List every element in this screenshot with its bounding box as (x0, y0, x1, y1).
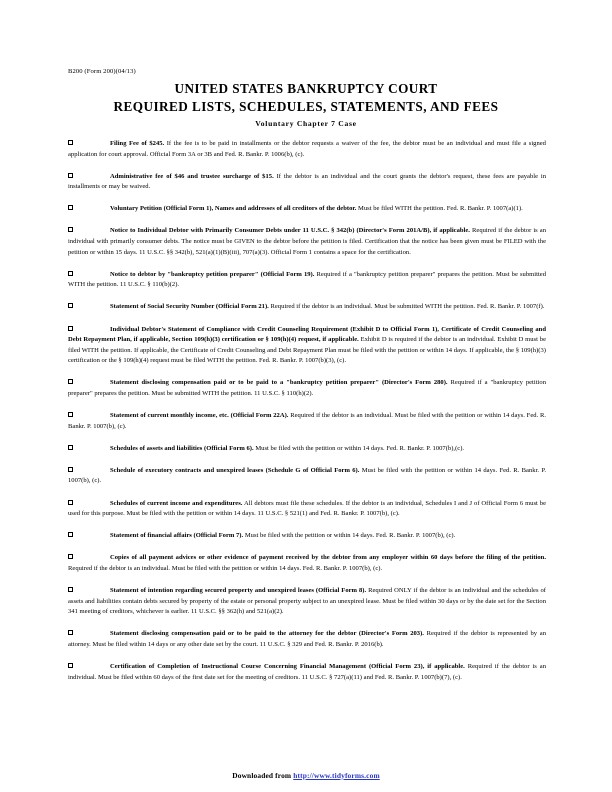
requirement-title: Administrative fee of $46 and trustee surcharge of $15. (110, 172, 274, 180)
requirement-item (68, 270, 546, 291)
requirement-title: Notice to debtor by "bankruptcy petition preparer" (Official Form 19). (110, 270, 315, 278)
checkbox-icon[interactable] (68, 227, 73, 232)
page-title-line-2: REQUIRED LISTS, SCHEDULES, STATEMENTS, AND FEES (113, 99, 499, 114)
requirement-title: Individual Debtor's Statement of Compliance with Credit Counseling Requirement (Exhibit D to Official Form 1), Certificate of Credit Counseling and Debt Repayment Plan, if applicable, Section 109(h)(3) certification or § 109(h)(4) request, if applicable. (68, 325, 546, 344)
requirement-item (68, 172, 546, 193)
checkbox-icon[interactable] (68, 173, 73, 178)
checkbox-icon[interactable] (68, 587, 73, 592)
footer-source-link[interactable]: http://www.tidyforms.com (293, 771, 380, 780)
requirement-item (68, 466, 546, 487)
checkbox-icon[interactable] (68, 500, 73, 505)
checkbox-icon[interactable] (68, 412, 73, 417)
requirement-description: Required if the debtor is an individual. Must be filed with the petition or within 14 days. Fed. R. Bankr. P. 1007(b), (c). (68, 412, 546, 430)
requirement-title: Schedules of current income and expenditures. (110, 499, 243, 507)
requirement-title: Statement of current monthly income, etc. (Official Form 22A). (110, 412, 289, 420)
requirement-title: Schedules of assets and liabilities (Official Form 6). (110, 444, 254, 452)
requirement-title: Schedule of executory contracts and unexpired leases (Schedule G of Official Form 6). (110, 466, 360, 474)
requirement-description: Exhibit D is required if the debtor is an individual. Exhibit D must be filed WITH the petition. If applicable, the Certificate of Credit Counseling and Debt Repayment Plan must be filed with the petition or within 14 days. If applicable, the § 109(h)(3) certification or the § 109(h)(4) request must be filed WITH the petition. Fed. R. Bankr. P. 1007(b)(3), (c). (68, 336, 546, 365)
requirement-title: Notice to Individual Debtor with Primarily Consumer Debts under 11 U.S.C. § 342(b) (Director's Form 201A/B), if applicable. (110, 227, 470, 235)
requirements-list (68, 139, 546, 695)
requirement-item (68, 662, 546, 683)
requirement-item (68, 444, 546, 455)
requirement-item (68, 204, 546, 215)
checkbox-icon[interactable] (68, 663, 73, 668)
requirement-title: Filing Fee of $245. (110, 140, 165, 147)
requirement-description: Required if a "bankruptcy petition preparer" prepares the petition. Must be submitted WITH the petition. 11 U.S.C. § 110(b)(2). (68, 270, 546, 289)
checkbox-icon[interactable] (68, 303, 73, 308)
page-footer (0, 771, 612, 780)
requirement-item (68, 139, 546, 160)
requirement-title: Statement of financial affairs (Official Form 7). (110, 532, 244, 540)
requirement-description: Must be filed with the petition or within 14 days. Fed. R. Bankr. P. 1007(b),(c). (255, 444, 465, 452)
requirement-item (68, 226, 546, 258)
document-subtitle: Voluntary Chapter 7 Case (255, 119, 357, 128)
requirement-item (68, 378, 546, 399)
requirement-description: Must be filed with the petition or within 14 days. Fed. R. Bankr. P. 1007(b), (c). (68, 466, 546, 485)
checkbox-icon[interactable] (68, 630, 73, 635)
footer-prefix-label: Downloaded from (232, 771, 294, 780)
checkbox-icon[interactable] (68, 326, 73, 331)
requirement-description: Required if the debtor is an individual with primarily consumer debts. The notice must be GIVEN to the debtor before the petition is filed. Certification that the notice has been given must be FILED with the petition or within 15 days. 11 U.S.C. §§ 342(b), 521(a)(1)(B)(iii), 707(a)(3). Official Form 1 contains a space for the certification. (68, 227, 546, 256)
requirement-item (68, 553, 546, 574)
requirement-title: Statement of intention regarding secured property and unexpired leases (Official Form 8). (110, 587, 367, 595)
requirement-description: Must be filed WITH the petition. Fed. R. Bankr. P. 1007(a)(1). (358, 205, 523, 213)
requirement-title: Statement of Social Security Number (Official Form 21). (110, 303, 269, 311)
requirement-description: Required if the debtor is an individual. Must be filed within 60 days of the first date set for the meeting of creditors. 11 U.S.C. § 727(a)(11) and Fed. R. Bankr. P. 1007(b)(7), (c). (68, 663, 546, 681)
requirement-title: Certification of Completion of Instructional Course Concerning Financial Management (Official Form 23), if applicable. (110, 663, 465, 670)
requirement-description: Required if the debtor is represented by an attorney. Must be filed within 14 days or any other date set by the court. 11 U.S.C. § 329 and Fed. R. Bankr. P. 2016(b). (68, 630, 546, 648)
requirement-item (68, 499, 546, 520)
document-title-group (0, 80, 612, 116)
requirement-item (68, 411, 546, 432)
requirement-item (68, 531, 546, 542)
checkbox-icon[interactable] (68, 467, 73, 472)
requirement-item (68, 586, 546, 618)
requirement-title: Statement disclosing compensation paid or to be paid to the attorney for the debtor (Director's Form 203). (110, 630, 424, 638)
requirement-title: Voluntary Petition (Official Form 1), Names and addresses of all creditors of the debtor. (110, 205, 357, 213)
checkbox-icon[interactable] (68, 205, 73, 210)
checkbox-icon[interactable] (68, 554, 73, 559)
form-identifier: B200 (Form 200)(04/13) (68, 68, 136, 75)
requirement-description: Required if the debtor is an individual. Must be submitted WITH the petition. Fed. R. Bankr. P. 1007(f). (270, 303, 545, 311)
page-title-line-1: UNITED STATES BANKRUPTCY COURT (174, 81, 438, 96)
requirement-description: All debtors must file these schedules. If the debtor is an individual, Schedules I and J of Official Form 6 must be used for this purpose. Must be filed with the petition or within 14 days. 11 U.S.C. § 521(1) and Fed. R. Bankr. P. 1007(b), (c). (68, 499, 547, 518)
requirement-description: Required if a "bankruptcy petition preparer" prepares the petition. Must be submitted WITH the petition. 11 U.S.C. § 110(h)(2). (68, 379, 546, 397)
requirement-description: Required if the debtor is an individual. Must be filed with the petition or within 14 days. Fed. R. Bankr. P. 1007(b), (c). (68, 564, 383, 572)
requirement-description: Must be filed with the petition or within 14 days. Fed. R. Bankr. P. 1007(b), (c). (244, 532, 456, 540)
requirement-title: Statement disclosing compensation paid or to be paid to a "bankruptcy petition preparer" (Director's Form 280). (110, 379, 448, 387)
requirement-title: Copies of all payment advices or other evidence of payment received by the debtor from any employer within 60 days before the filing of the petition. (110, 554, 546, 562)
requirement-description: If the fee is to be paid in installments or the debtor requests a waiver of the fee, the debtor must be an individual and must file a signed application for court approval. Official Form 3A or 3B and Fed. R. Bankr. P. 1006(b), (c). (68, 140, 546, 158)
requirement-item (68, 302, 546, 313)
checkbox-icon[interactable] (68, 445, 73, 450)
checkbox-icon[interactable] (68, 140, 73, 145)
checkbox-icon[interactable] (68, 532, 73, 537)
requirement-description: Required ONLY if the debtor is an individual and the schedules of assets and liabilities contain debts secured by property of the estate or personal property subject to an unexpired lease. Must be filed within 30 days or by the date set for the Section 341 meeting of creditors, whichever is earlier. 11 U.S.C. §§ 362(h) and 521(a)(2). (68, 587, 546, 616)
requirement-item (68, 629, 546, 650)
checkbox-icon[interactable] (68, 271, 73, 276)
requirement-description: If the debtor is an individual and the court grants the debtor's request, these fees are payable in installments or may be waived. (68, 172, 546, 191)
checkbox-icon[interactable] (68, 379, 73, 384)
requirement-item (68, 325, 546, 367)
